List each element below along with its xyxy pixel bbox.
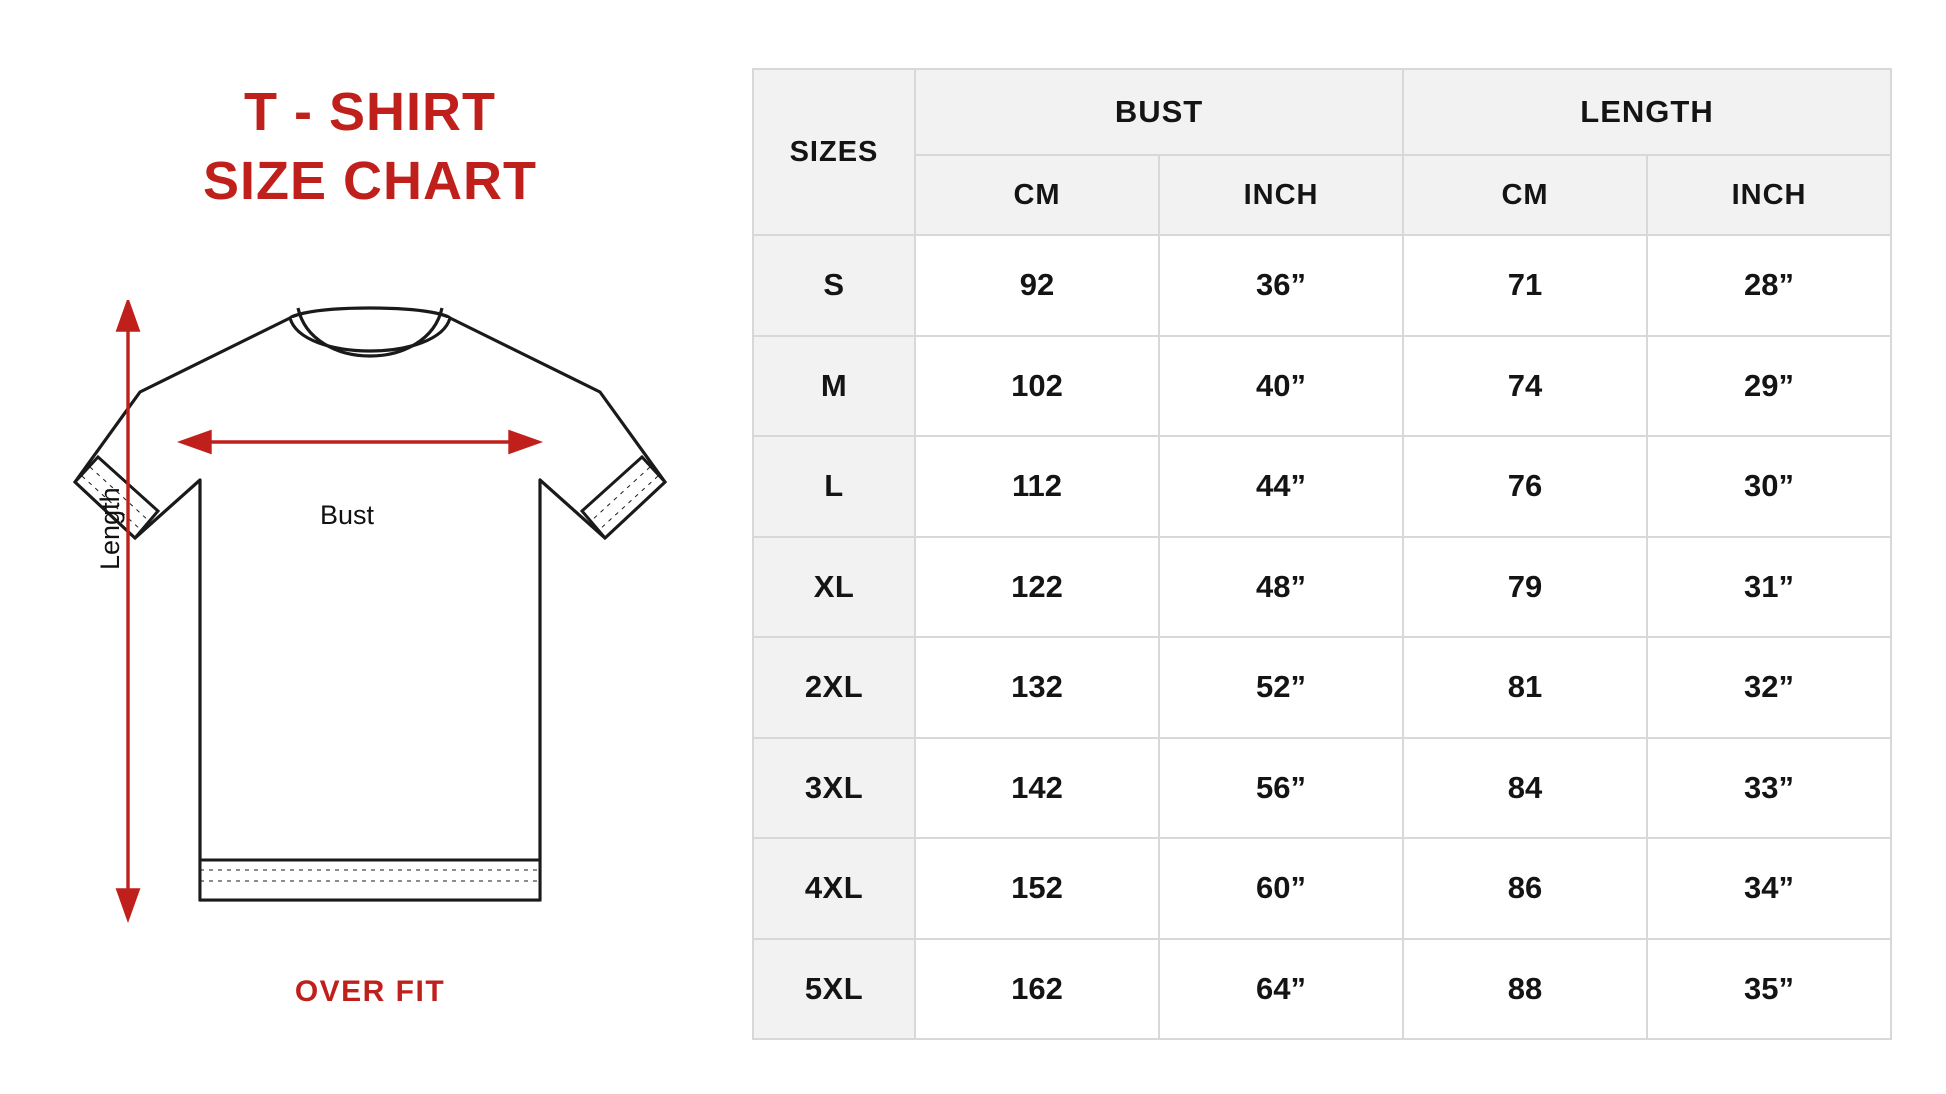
cell-bust-inch: 56” (1159, 738, 1403, 839)
length-measure-label: Length (95, 487, 125, 570)
tshirt-illustration (40, 300, 700, 940)
table-row (753, 738, 1891, 839)
cell-size: XL (753, 537, 915, 638)
cell-size: S (753, 235, 915, 336)
cell-bust-cm: 112 (915, 436, 1159, 537)
table-row (753, 939, 1891, 1040)
cell-bust-inch: 36” (1159, 235, 1403, 336)
header-bust-cm: CM (915, 155, 1159, 235)
cell-length-cm: 88 (1403, 939, 1647, 1040)
table-header-row-units (753, 155, 1891, 235)
header-length-inch: INCH (1647, 155, 1891, 235)
size-chart-table (752, 68, 1892, 1040)
cell-bust-inch: 52” (1159, 637, 1403, 738)
cell-length-inch: 28” (1647, 235, 1891, 336)
cell-length-cm: 76 (1403, 436, 1647, 537)
size-table-container (752, 68, 1892, 1040)
cell-length-cm: 79 (1403, 537, 1647, 638)
table-row (753, 336, 1891, 437)
header-sizes: SIZES (753, 69, 915, 235)
cell-length-cm: 71 (1403, 235, 1647, 336)
title-line-1: T - SHIRT (244, 82, 496, 142)
cell-size: 3XL (753, 738, 915, 839)
illustration-panel (0, 0, 740, 1094)
cell-length-cm: 81 (1403, 637, 1647, 738)
title-line-2: SIZE CHART (203, 151, 537, 212)
header-length: LENGTH (1403, 69, 1891, 155)
cell-size: 4XL (753, 838, 915, 939)
cell-length-inch: 32” (1647, 637, 1891, 738)
cell-length-inch: 29” (1647, 336, 1891, 437)
table-header-row-groups (753, 69, 1891, 155)
header-bust-inch: INCH (1159, 155, 1403, 235)
tshirt-outline-icon (40, 300, 700, 940)
cell-bust-cm: 152 (915, 838, 1159, 939)
table-row (753, 436, 1891, 537)
cell-bust-cm: 162 (915, 939, 1159, 1040)
cell-length-cm: 86 (1403, 838, 1647, 939)
cell-length-cm: 84 (1403, 738, 1647, 839)
fit-label: OVER FIT (294, 975, 446, 1008)
cell-bust-inch: 40” (1159, 336, 1403, 437)
cell-size: L (753, 436, 915, 537)
header-length-cm: CM (1403, 155, 1647, 235)
cell-length-inch: 34” (1647, 838, 1891, 939)
cell-length-inch: 33” (1647, 738, 1891, 839)
table-head (753, 69, 1891, 235)
cell-bust-cm: 132 (915, 637, 1159, 738)
cell-bust-inch: 60” (1159, 838, 1403, 939)
table-row (753, 235, 1891, 336)
header-bust: BUST (915, 69, 1403, 155)
cell-length-inch: 31” (1647, 537, 1891, 638)
cell-bust-inch: 48” (1159, 537, 1403, 638)
page-title (0, 78, 740, 216)
cell-length-inch: 35” (1647, 939, 1891, 1040)
cell-bust-cm: 102 (915, 336, 1159, 437)
length-arrow-icon (118, 302, 138, 918)
cell-bust-inch: 44” (1159, 436, 1403, 537)
table-row (753, 637, 1891, 738)
table-row (753, 838, 1891, 939)
cell-size: M (753, 336, 915, 437)
table-body (753, 235, 1891, 1039)
table-row (753, 537, 1891, 638)
bust-measure-label: Bust (320, 500, 375, 530)
cell-bust-inch: 64” (1159, 939, 1403, 1040)
cell-size: 5XL (753, 939, 915, 1040)
cell-size: 2XL (753, 637, 915, 738)
cell-bust-cm: 92 (915, 235, 1159, 336)
cell-bust-cm: 122 (915, 537, 1159, 638)
cell-length-cm: 74 (1403, 336, 1647, 437)
cell-length-inch: 30” (1647, 436, 1891, 537)
cell-bust-cm: 142 (915, 738, 1159, 839)
